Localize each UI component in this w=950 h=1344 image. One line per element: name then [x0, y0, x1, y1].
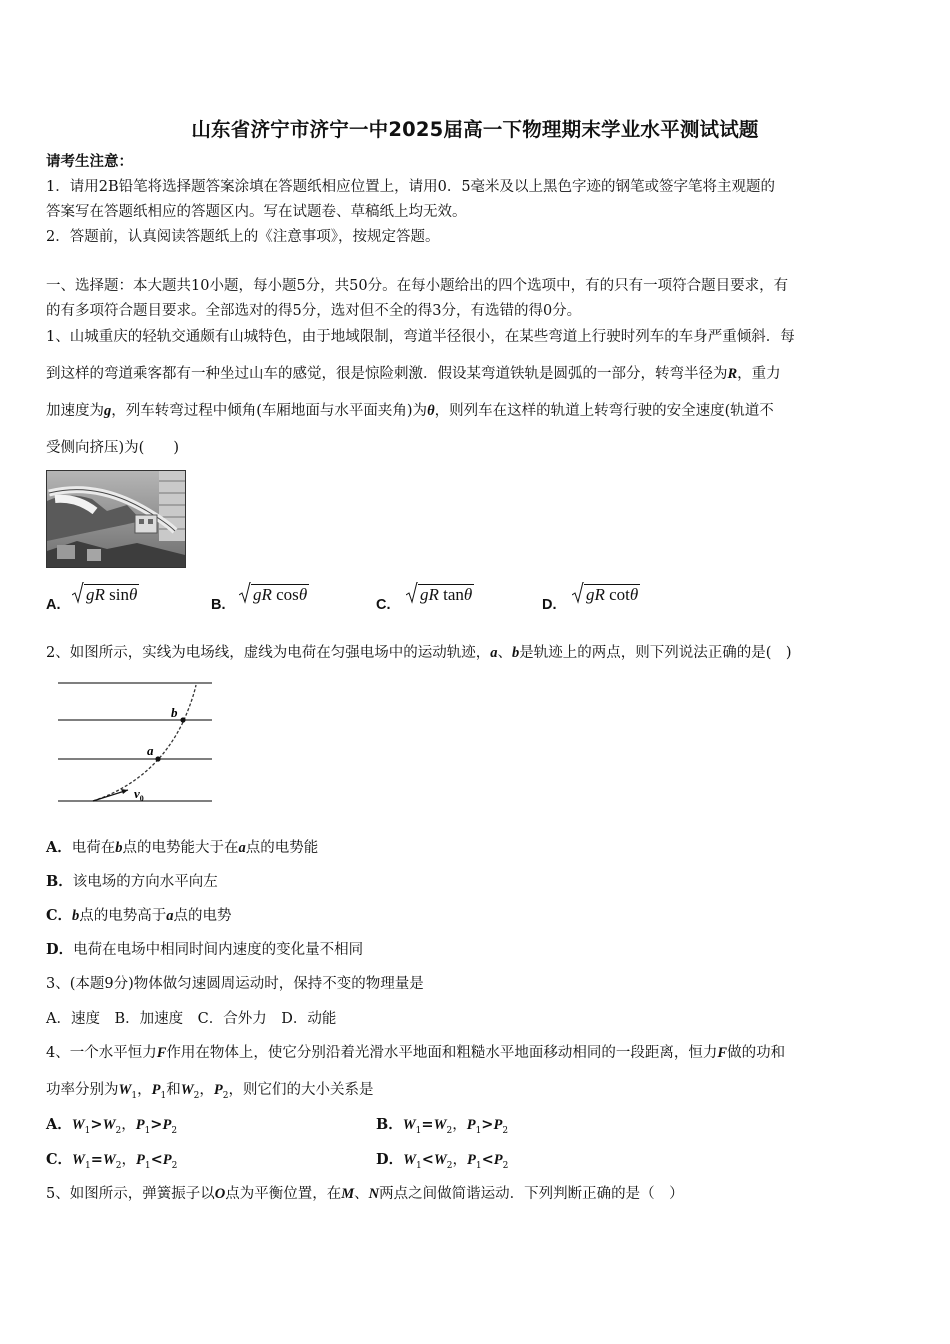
q4-option-c[interactable] — [46, 1150, 366, 1176]
subscript: 1 — [475, 1160, 482, 1171]
q4-text: ， — [452, 1117, 467, 1133]
electric-field-figure — [46, 675, 218, 810]
subscript: 1 — [144, 1160, 151, 1171]
option-label: D． — [46, 941, 74, 958]
operator: > — [481, 1116, 494, 1133]
var-W: W — [118, 1082, 132, 1098]
option-text: 电荷在 — [71, 840, 116, 856]
operator: < — [421, 1151, 434, 1168]
q1-option-c[interactable] — [376, 594, 391, 613]
q4-text: 和 — [166, 1082, 181, 1098]
subscript: 1 — [415, 1160, 422, 1171]
option-label: C. — [376, 597, 391, 613]
radical-icon — [406, 582, 418, 604]
var-W: W — [433, 1152, 447, 1168]
q4-text: ， — [121, 1117, 136, 1133]
q5-text: 两点之间做简谐运动．下列判断正确的是（ ） — [379, 1186, 684, 1202]
subscript: 1 — [84, 1125, 91, 1136]
q1-text: ，列车转弯过程中倾角(车厢地面与水平面夹角)为 — [111, 403, 428, 419]
q2-text: 、 — [497, 645, 512, 661]
option-var: a — [238, 840, 246, 856]
sqrt-expression — [572, 584, 640, 605]
var-R: R — [727, 366, 738, 382]
q1-option-d-formula — [572, 584, 640, 605]
label-v0: $v_0$ — [134, 786, 144, 803]
q4-text: 做的功和 — [727, 1045, 786, 1061]
option-label: A． — [46, 1116, 72, 1133]
var-P: P — [135, 1117, 145, 1133]
var-P: P — [162, 1117, 172, 1133]
var-P: P — [493, 1117, 503, 1133]
q4-text: ， — [121, 1152, 136, 1168]
q4-text: 4、一个水平恒力 — [46, 1045, 157, 1061]
var-W: W — [433, 1117, 447, 1133]
option-text: 点的电势 — [173, 908, 232, 924]
q4-text: 作用在物体上，使它分别沿着光滑水平地面和粗糙水平地面移动相同的一段距离，恒力 — [166, 1045, 718, 1061]
subscript: 2 — [502, 1160, 509, 1171]
option-label: B． — [46, 873, 73, 890]
q2-option-b[interactable] — [46, 872, 908, 892]
var-N: N — [368, 1186, 380, 1202]
q2-text: 2、如图所示，实线为电场线，虚线为电荷在匀强电场中的运动轨迹， — [46, 645, 491, 661]
var-W: W — [72, 1152, 85, 1168]
var-g: g — [104, 403, 112, 419]
var-W: W — [71, 1117, 85, 1133]
formula-var: gR — [253, 585, 272, 604]
subscript: 2 — [193, 1090, 200, 1101]
page-title: 山东省济宁市济宁一中2025届高一下物理期末学业水平测试试题 — [191, 118, 759, 141]
operator: < — [150, 1151, 163, 1168]
q5-text: 、 — [354, 1186, 369, 1202]
q5-stem — [46, 1184, 908, 1204]
var-P: P — [493, 1152, 503, 1168]
q5-text: 点为平衡位置，在 — [225, 1186, 342, 1202]
formula-fn: cot — [609, 585, 630, 604]
point-b — [180, 717, 185, 722]
section-intro-1: 一、选择题：本大题共10小题，每小题5分，共50分。在每小题给出的四个选项中，有的只有一项符合题目要求，有 — [46, 278, 789, 294]
q3-options[interactable]: A．速度 B．加速度 C．合外力 D．动能 — [46, 1011, 337, 1027]
formula-var: gR — [586, 585, 605, 604]
q1-line-3 — [46, 401, 908, 421]
formula-fn: tan — [443, 585, 464, 604]
var-W: W — [102, 1117, 116, 1133]
option-text: 点的电势高于 — [79, 908, 167, 924]
point-a — [155, 756, 160, 761]
operator: > — [150, 1116, 163, 1133]
subscript: 1 — [84, 1160, 91, 1171]
q1-line-4: 受侧向挤压)为( ) — [46, 440, 179, 456]
q2-text: 是轨迹上的两点，则下列说法正确的是( ) — [519, 645, 792, 661]
label-a: a — [147, 743, 154, 758]
option-label: D. — [542, 597, 557, 613]
notice-heading: 请考生注意： — [46, 153, 133, 170]
q1-text: 加速度为 — [46, 403, 104, 419]
q1-option-b-formula — [239, 584, 309, 605]
monorail-photo — [46, 470, 186, 568]
formula-angle: θ — [128, 585, 138, 604]
q5-text: 5、如图所示，弹簧振子以 — [46, 1186, 215, 1202]
formula-var: gR — [86, 585, 105, 604]
subscript: 1 — [475, 1125, 482, 1136]
q1-line-1: 1、山城重庆的轻轨交通颇有山城特色，由于地域限制，弯道半径很小，在某些弯道上行驶时列车的车身严重倾斜．每 — [46, 329, 795, 345]
q2-stem — [46, 643, 908, 663]
var-theta: θ — [427, 403, 435, 419]
var-W: W — [402, 1117, 416, 1133]
q4-line-2 — [46, 1080, 908, 1106]
q1-options — [46, 582, 906, 612]
var-P: P — [466, 1117, 476, 1133]
subscript: 2 — [446, 1125, 453, 1136]
q4-text: ， — [452, 1152, 468, 1168]
var-P: P — [213, 1082, 223, 1098]
var-b: b — [511, 645, 520, 661]
var-W: W — [102, 1152, 116, 1168]
radical-icon — [572, 582, 584, 604]
subscript: 2 — [171, 1125, 178, 1136]
q3-stem: 3、(本题9分)物体做匀速圆周运动时，保持不变的物理量是 — [46, 976, 424, 992]
subscript: 2 — [171, 1160, 178, 1171]
subscript: 1 — [131, 1090, 138, 1101]
formula-angle: θ — [629, 585, 639, 604]
var-P: P — [467, 1152, 476, 1168]
operator: > — [90, 1116, 103, 1133]
var-P: P — [151, 1082, 161, 1098]
section-intro-2: 的有多项符合题目要求。全部选对的得5分，选对但不全的得3分，有选错的得0分。 — [46, 303, 582, 319]
notice-item-1-cont: 答案写在答题纸相应的答题区内。写在试题卷、草稿纸上均无效。 — [46, 204, 467, 220]
q1-text: ，则列车在这样的轨道上转弯行驶的安全速度(轨道不 — [434, 403, 774, 419]
subscript: 2 — [502, 1125, 509, 1136]
var-M: M — [341, 1186, 355, 1202]
subscript: 2 — [115, 1125, 122, 1136]
label-b: b — [171, 705, 178, 720]
formula-var: gR — [420, 585, 439, 604]
operator: = — [90, 1151, 103, 1168]
option-text: 电荷在电场中相同时间内速度的变化量不相同 — [73, 942, 364, 958]
q4-text: 功率分别为 — [46, 1082, 119, 1098]
q4-option-d[interactable] — [376, 1150, 696, 1176]
var-P: P — [135, 1152, 145, 1168]
formula-angle: θ — [463, 585, 473, 604]
var-F: F — [156, 1045, 167, 1061]
option-text: 该电场的方向水平向左 — [72, 874, 218, 890]
trajectory-path — [93, 685, 196, 801]
q4-text: ， — [137, 1082, 152, 1098]
q1-text: ，重力 — [737, 366, 781, 382]
q1-text: 到这样的弯道乘客都有一种坐过山车的感觉，很是惊险刺激．假设某弯道铁轨是圆弧的一部分，转弯半径为 — [46, 366, 728, 382]
formula-fn: sin — [109, 585, 129, 604]
var-W: W — [180, 1082, 194, 1098]
option-var: b — [72, 908, 80, 924]
option-label: C． — [46, 907, 73, 924]
option-label: B． — [376, 1116, 403, 1133]
option-text: 点的电势能大于在 — [122, 840, 239, 856]
var-W: W — [403, 1152, 416, 1168]
q4-option-a[interactable] — [46, 1115, 366, 1141]
operator: < — [481, 1151, 494, 1168]
subscript: 1 — [160, 1090, 167, 1101]
operator: = — [421, 1116, 434, 1133]
q1-option-d[interactable] — [542, 594, 557, 613]
var-O: O — [214, 1186, 226, 1202]
q1-option-a[interactable] — [46, 594, 61, 613]
subscript: 1 — [144, 1125, 151, 1136]
radical-icon — [72, 582, 84, 604]
subscript: 1 — [415, 1125, 422, 1136]
q1-line-2 — [46, 364, 908, 384]
option-var: a — [166, 908, 174, 924]
option-text: 点的电势能 — [245, 840, 319, 856]
q2-option-d[interactable] — [46, 940, 908, 960]
formula-fn: cos — [276, 585, 299, 604]
notice-item-2: 2．答题前，认真阅读答题纸上的《注意事项》，按规定答题。 — [46, 229, 440, 245]
q4-line-1 — [46, 1043, 908, 1063]
q4-option-b[interactable] — [376, 1115, 696, 1141]
subscript: 2 — [115, 1160, 122, 1171]
sqrt-expression — [406, 584, 474, 605]
q4-text: ，则它们的大小关系是 — [228, 1082, 374, 1098]
q4-text: ， — [199, 1082, 214, 1098]
option-label: C． — [46, 1151, 73, 1168]
var-P: P — [162, 1152, 172, 1168]
option-var: b — [115, 840, 123, 856]
option-label: A． — [46, 839, 72, 856]
q1-option-c-formula — [406, 584, 474, 605]
formula-angle: θ — [298, 585, 308, 604]
option-label: B. — [211, 597, 226, 613]
option-label: A. — [46, 597, 61, 613]
var-a: a — [490, 645, 498, 661]
q2-option-a[interactable] — [46, 838, 908, 858]
option-label: D． — [376, 1151, 404, 1168]
sqrt-expression — [239, 584, 309, 605]
radical-icon — [239, 582, 251, 604]
q1-option-b[interactable] — [211, 594, 226, 613]
var-F: F — [717, 1045, 728, 1061]
sqrt-expression — [72, 584, 139, 605]
subscript: 2 — [222, 1090, 229, 1101]
subscript: 2 — [446, 1160, 453, 1171]
q1-option-a-formula — [72, 584, 139, 605]
notice-item-1: 1．请用2B铅笔将选择题答案涂填在答题纸相应位置上，请用0．5毫米及以上黑色字迹的钢笔或签字笔将主观题的 — [46, 179, 776, 195]
q2-option-c[interactable] — [46, 906, 908, 926]
monorail-illustration — [47, 471, 185, 567]
